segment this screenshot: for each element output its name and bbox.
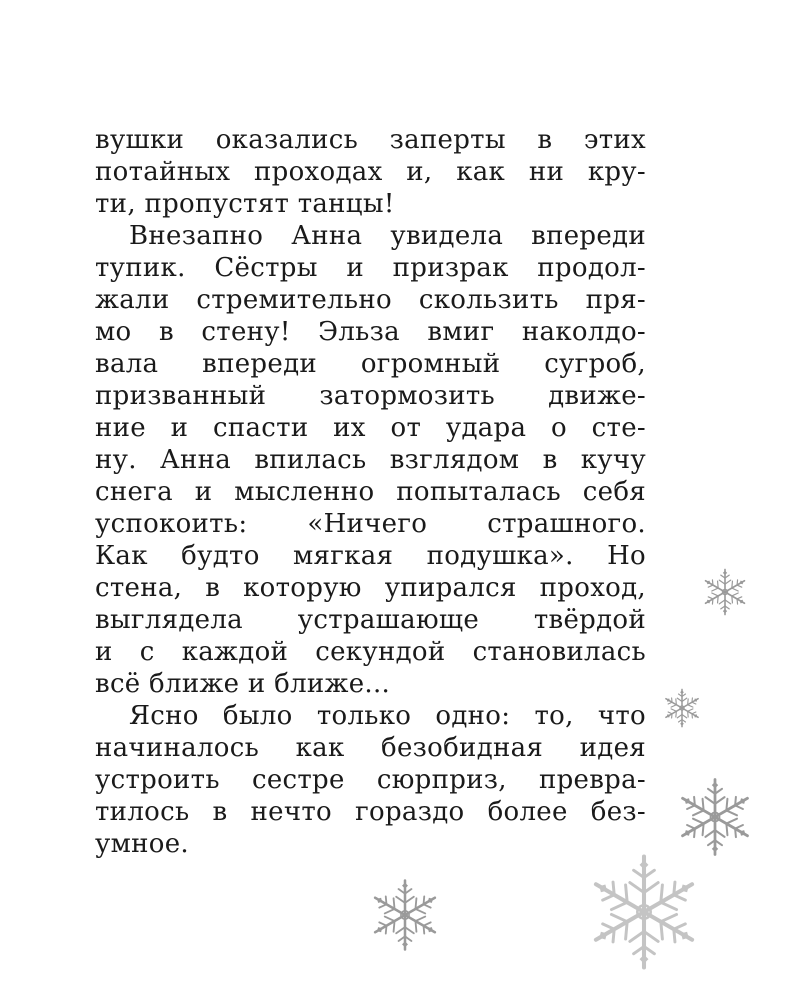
text-line: вушки оказались заперты в этих (95, 125, 646, 155)
text-line: всё ближе и ближе... (95, 669, 391, 699)
text-line: призванный затормозить движе- (95, 381, 646, 411)
text-line: Внезапно Анна увидела впереди (129, 221, 646, 251)
snowflake-icon (355, 875, 455, 955)
text-line: жали стремительно скользить пря- (95, 285, 646, 315)
text-line: снега и мысленно попыталась себя (95, 477, 646, 507)
page-body-text (95, 124, 646, 860)
text-line: тилось в нечто гораздо более без- (95, 797, 646, 827)
text-line: стена, в которую упирался проход, (95, 573, 646, 603)
text-line: тупик. Сёстры и призрак продол- (95, 253, 646, 283)
text-line: ние и спасти их от удара о сте- (95, 413, 646, 443)
text-line: ти, пропустят танцы! (95, 189, 395, 219)
text-line: устроить сестре сюрприз, превра- (95, 765, 646, 795)
text-line: вала впереди огромный сугроб, (95, 349, 646, 379)
snowflake-icon (693, 568, 757, 616)
text-line: и с каждой секундой становилась (95, 637, 646, 667)
text-line: мо в стену! Эльза вмиг наколдо- (95, 317, 646, 347)
snowflake-icon (668, 774, 762, 860)
text-line: Как будто мягкая подушка». Но (95, 541, 646, 571)
text-line: умное. (95, 829, 189, 859)
text-line: Ясно было только одно: то, что (129, 701, 646, 731)
text-line: потайных проходах и, как ни кру- (95, 157, 646, 187)
text-line: выглядела устрашающе твёрдой (95, 605, 646, 635)
snowflake-icon (568, 850, 720, 975)
text-line: ну. Анна впилась взглядом в кучу (95, 445, 646, 475)
snowflake-icon (656, 687, 708, 729)
text-line: начиналось как безобидная идея (95, 733, 646, 763)
text-line: успокоить: «Ничего страшного. (95, 509, 646, 539)
